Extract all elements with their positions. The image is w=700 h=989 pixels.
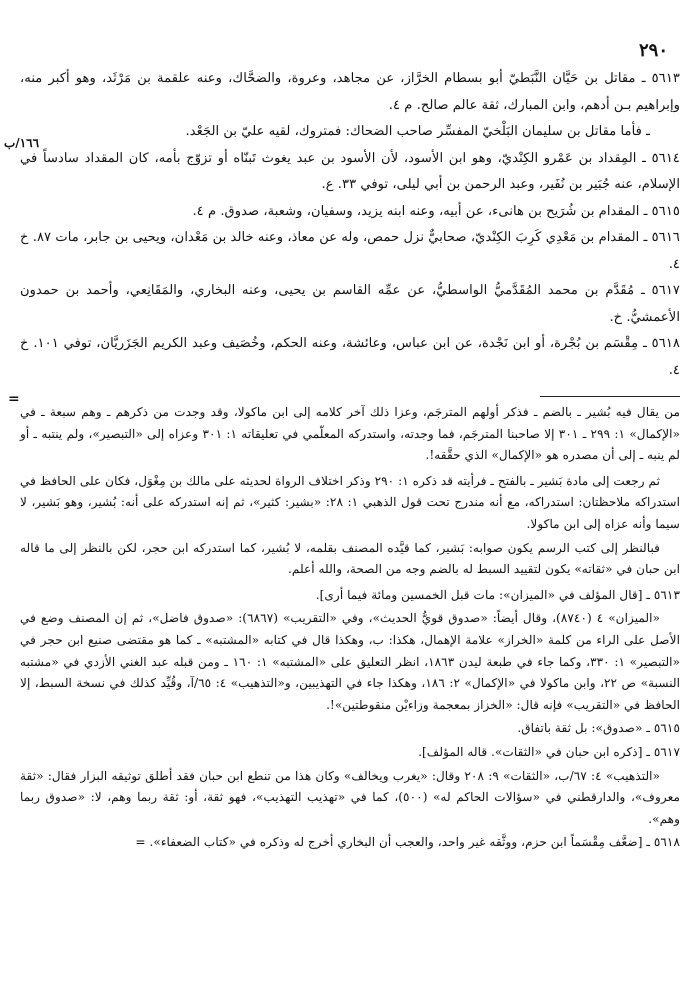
entry-5616: ٥٦١٦ ـ المقدام بن مَعْدِي كَرِبَ الكِنْديّ، صحابيٌّ نزل حمص، وله عن معاذ، وعنه خالد بن مَعْدان، ويحيى بن جابر، مات ٨٧. خ ٤. xyxy=(20,230,680,272)
footnote-5615: ٥٦١٥ ـ «صدوق»: بل ثقة باتفاق. xyxy=(517,721,680,736)
footnote-5613-heading: ٥٦١٣ ـ [قال المؤلف في «الميزان»: مات قبل الخمسين ومائة فيما أرى]. xyxy=(315,587,680,602)
entry-5614: ٥٦١٤ ـ المِقداد بن عَمْرو الكِنْديّ، وهو ابن الأسود، لأن الأسود بن عبد يغوث تَبنّاه أو تزوّج بأمه، كان المقداد سادساً في الإسلام، عنه جُبَير بن نُفَير، وعبد الرحمن بن أبي ليلى، توفي ٣٣. ع. xyxy=(20,150,680,192)
page-number: ٢٩٠ xyxy=(638,40,668,61)
footnote-continued: من يقال فيه بُشير ـ بالضم ـ فذكر أولهم المترجَم، وعزا ذلك آخر كلامه إلى ابن ماكولا، وقد وجدت من ذكرهم ـ وهم سبعة ـ في «الإكمال» ١: ٢٩٩ ـ ٣٠١ إلا صاحبنا المترجَم، فما وجدته، واستدركه المعلّمي في تعليقاته ١: ٣٠١ وعزاه إلى «التبصير»، ولم ينتبه ـ أو لم ينبه ـ إلى أن مصدره هو «الإكمال» الذي حقَّقه!. xyxy=(20,405,681,463)
book-page xyxy=(4,0,681,989)
entry-5615: ٥٦١٥ ـ المقدام بن شُرَيح بن هانىء، عن أبيه، وعنه ابنه يزيد، وسفيان، وشعبة، صدوق. م ٤. xyxy=(192,203,680,219)
entry-5613: ٥٦١٣ ـ مقاتل بن حَيَّان النَّبَطيّ أبو بسطام الخرَّاز، عن مجاهد، وعروة، والضحَّاك، وعنه علقمة بن مَرْثَد، وهو أكبر منه، وإبراهيم بـن أدهم، وابن المبارك، ثقة عالم صالح. م ٤. xyxy=(20,71,680,113)
footnote-5613-body: «الميزان» ٤ (٨٧٤٠)، وقال أيضاً: «صدوق قويُّ الحديث»، وفي «التقريب» (٦٨٦٧): «صدوق فاضل»، ثم إن المصنف وضع في الأصل على الراء من كلمة «الخراز» علامة الإهمال، هكذا: ب، وهكذا قال في كتابه «المشتبه» ـ كما هو مقتضى صنيع ابن حجر في «التبصير» ١: ٣٣٠، وكما جاء في طبعة ليدن ١٨٦٣، انظر التعليق على «المشتبه» ١: ١٦٠ ـ ومن قبله عبد الغني الأزدي في «مشتبه النسبة» ص ٢٢، وابن ماكولا في «الإكمال» ٢: ١٨٦، وهكذا جاء في التهذيبين، و«التذهيب» ٤: ٦٥/آ، وقُيِّد كذلك في نسخة السبط، إلا الحافظ في «التقريب» فإنه قال: «الخزاز بمعجمة وزاءيْن منقوطتين»!. xyxy=(20,611,681,712)
margin-folio-note: ١٦٦/ب xyxy=(4,136,40,150)
entry-5618: ٥٦١٨ ـ مِقْسَم بن بُجْرة، أو ابن نَجْدة، عن ابن عباس، وعائشة، وعنه الحكم، وخُصَيف وعبد الكريم الجَزَريَّان، توفي ١٠١. خ ٤. xyxy=(20,336,680,378)
footnotes xyxy=(20,402,680,856)
continuation-mark: = xyxy=(8,391,20,407)
footnote-divider xyxy=(540,396,680,397)
footnote-para: فبالنظر إلى كتب الرسم يكون صوابه: بَشير، كما قيَّده المصنف بقلمه، لا بُشير، كما استدركه ابن حجر، لكن بالنظر إلى ما قاله ابن حبان في «ثقاته» يكون لتقييد السبط له بالضم وجه من الصحة، والله أعلم. xyxy=(20,540,680,577)
entry-5617: ٥٦١٧ ـ مُقَدَّم بن محمد المُقَدَّميُّ الواسطيُّ، عن عمِّه القاسم بن يحيى، وعنه البخاري، والمَقَانِعي، وأحمد بن حمدون الأعمشيُّ. خ. xyxy=(20,283,680,325)
footnote-5617-heading: ٥٦١٧ ـ [ذكره ابن حبان في «الثقات». قاله المؤلف]. xyxy=(418,744,680,759)
entry-5613-note: ـ فأما مقاتل بن سليمان البَلْخيّ المفسِّر صاحب الضحاك: فمتروك، لقيه عليّ بن الجَعْد. xyxy=(185,124,650,139)
footnote-para: ثم رجعت إلى مادة بَشير ـ بالفتح ـ فرأيته قد ذكره ١: ٢٩٠ وذكر اختلاف الرواة لحديثه على مالك بن مِغْوَل، فكان على الحافظ في استدراكه ملاحظتان: استدراكه، مع أنه مندرج تحت قول الذهبي ١: ٢٨: «بشير: كثير»، ثم إنه استدركه على أنه: بُشير، وهو بَشير، لا سيما وأنه عزاه إلى ابن ماكولا. xyxy=(20,473,681,531)
footnote-5617-body: «التذهيب» ٤: ٦٧/ب، «الثقات» ٩: ٢٠٨ وقال: «يغرب ويخالف» وكان هذا من تنطع ابن حبان فقد أطلق توثيقه البزار فقال: «ثقة معروف»، والدارقطني في «سؤالات الحاكم له» (٥٠٠)، كما في «تهذيب التهذيب»، فهو ثقة، أو: ثقة ربما وهم، لا: «صدوق ربما وهم». xyxy=(20,768,680,826)
main-text xyxy=(20,66,680,384)
footnote-5618: ٥٦١٨ ـ [ضعَّف مِقْسَماً ابن حزم، ووثَّقه غير واحد، والعجب أن البخاري أخرج له وذكره في «كتاب الضعفاء». = xyxy=(135,835,680,850)
